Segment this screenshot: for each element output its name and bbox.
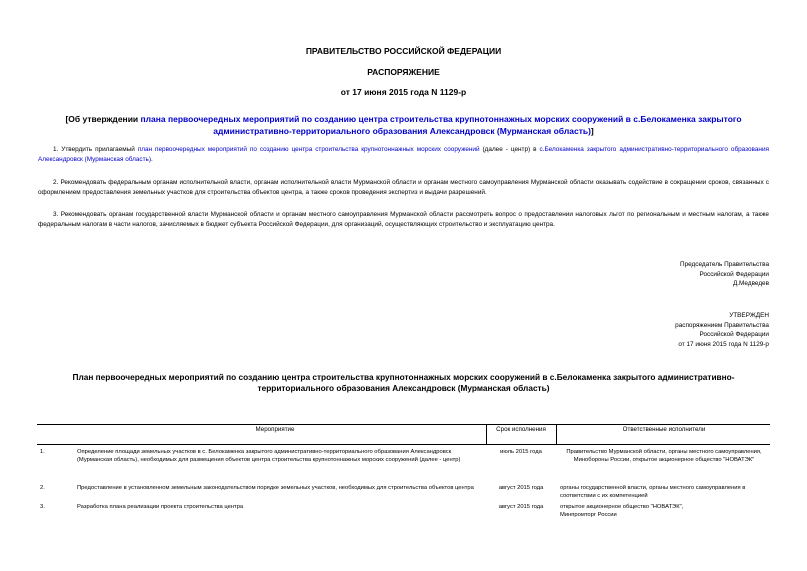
row-measure: Определение площади земельных участков в с. Белокаменка закрытого административно-территориального образования Александровск (Мурманская область), необходимых для размещения объектов центра строительства крупнотоннажных морских сооружений (далее - центр) <box>77 449 461 463</box>
row-number: 2. <box>40 485 45 491</box>
signature-position: Председатель Правительства <box>680 261 769 268</box>
title-bracket-open: [Об утверждении <box>65 114 141 124</box>
approval-line-2: распоряжением Правительства <box>675 321 769 329</box>
signature-country: Российской Федерации <box>699 270 769 278</box>
row-term: июль 2015 года <box>500 449 542 455</box>
approval-block <box>675 311 769 349</box>
table-top-border <box>37 424 770 425</box>
signature-name: Д.Медведев <box>732 280 769 288</box>
signature-block <box>680 260 769 289</box>
document-title <box>30 114 777 137</box>
row-term: август 2015 года <box>498 504 544 510</box>
row-number: 1. <box>40 449 45 455</box>
p1-location-link[interactable]: с.Белокаменка закрытого административно-территориального образования Александровск (Мурманская область) <box>38 146 769 163</box>
row-number: 3. <box>40 504 45 510</box>
column-divider-1 <box>486 424 487 444</box>
p1-text-start: 1. Утвердить прилагаемый <box>53 146 138 153</box>
row-executors: органы государственной власти, органы местного самоуправления в соответствии с их компетенцией <box>560 485 746 499</box>
column-divider-2 <box>556 424 557 444</box>
government-name: ПРАВИТЕЛЬСТВО РОССИЙСКОЙ ФЕДЕРАЦИИ <box>305 46 502 56</box>
row-executors: открытое акционерное общество "НОВАТЭК", Минпромторг России <box>560 504 684 518</box>
header-measure: Мероприятие <box>255 426 295 433</box>
row-executors: Правительство Мурманской области, органы местного самоуправления, Минобороны России, открытое акционерное общество "НОВАТЭК" <box>566 449 762 463</box>
header-term: Срок исполнения <box>496 426 546 433</box>
plan-title: План первоочередных мероприятий по созданию центра строительства крупнотоннажных морских сооружений в с.Белокаменка закрытого административно-территориального образования Александровск (Мурманская область) <box>72 372 735 393</box>
paragraph-1 <box>38 145 769 164</box>
row-measure: Предоставление в установленном земельным законодательством порядке земельных участков, необходимых для строительства объектов центра <box>77 485 474 491</box>
title-plan-link[interactable]: плана первоочередных мероприятий по созданию центра строительства крупнотоннажных морских сооружений в с.Белокаменка закрытого административно-территориального образования Александровск (Мурманская область) <box>140 114 742 136</box>
p1-text-middle: (далее - центр) в <box>479 146 540 153</box>
header-executors: Ответственные исполнители <box>622 426 706 433</box>
document-type: РАСПОРЯЖЕНИЕ <box>367 67 440 77</box>
document-date: от 17 июня 2015 года N 1129-р <box>340 87 467 97</box>
p1-text-end: . <box>151 155 153 163</box>
approval-line-1: УТВЕРЖДЕН <box>729 312 769 319</box>
paragraph-3: 3. Рекомендовать органам государственной власти Мурманской области и органам местного самоуправления Мурманской области рассмотреть вопрос о предоставлении налоговых льгот по региональным и местным налогам, а также федеральным налогам в части налогов, зачисляемых в бюджет субъекта Российской Федерации, для организаций, осуществляющих строительство и эксплуатацию центра. <box>38 211 769 228</box>
title-bracket-close: ] <box>590 125 594 136</box>
p1-plan-link[interactable]: план первоочередных мероприятий по созданию центра строительства крупнотоннажных морских сооружений <box>137 146 480 153</box>
approval-line-3: Российской Федерации <box>699 331 769 339</box>
paragraph-2: 2. Рекомендовать федеральным органам исполнительной власти, органам исполнительной власти Мурманской области и органам местного самоуправления Мурманской области оказывать содействие в сокращении сроков, связанных с оформлением предоставления земельных участков для строительства объектов центра, а также сроков проведения экспертиз и выдачи разрешений. <box>38 179 769 196</box>
row-term: август 2015 года <box>498 485 544 491</box>
approval-line-4: от 17 июня 2015 года N 1129-р <box>678 340 769 348</box>
table-header-border <box>37 444 770 445</box>
row-measure: Разработка плана реализации проекта строительства центра <box>77 504 244 510</box>
